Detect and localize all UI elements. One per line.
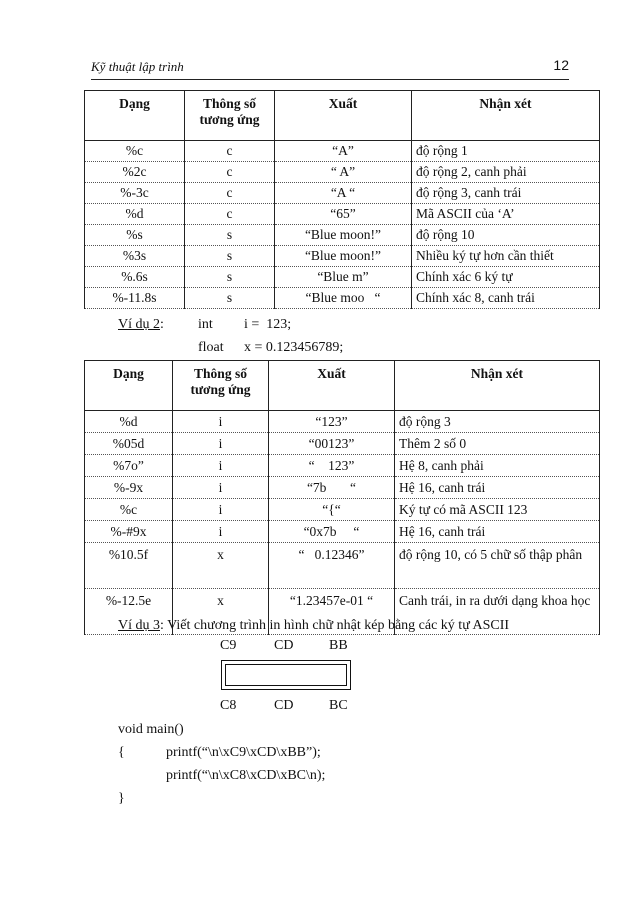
- table-row: [85, 267, 600, 288]
- format-cell: %d: [85, 204, 185, 225]
- note-cell: Ký tự có mã ASCII 123: [395, 499, 600, 521]
- format-cell: %-#9x: [85, 521, 173, 543]
- column-header: Thông số tương ứng: [185, 91, 275, 141]
- format-cell: %-12.5e: [85, 589, 173, 635]
- output-cell: “65”: [275, 204, 412, 225]
- argument-cell: i: [173, 455, 269, 477]
- note-cell: Nhiều ký tự hơn cần thiết: [412, 246, 600, 267]
- output-cell: “{“: [269, 499, 395, 521]
- note-cell: độ rộng 10, có 5 chữ số thập phân: [395, 543, 600, 589]
- table-row: [85, 455, 600, 477]
- format-cell: %10.5f: [85, 543, 173, 589]
- note-cell: Thêm 2 số 0: [395, 433, 600, 455]
- output-cell: “ 0.12346”: [269, 543, 395, 589]
- note-cell: độ rộng 3, canh trái: [412, 183, 600, 204]
- example-2-float-decl: x = 0.123456789;: [244, 340, 344, 355]
- ascii-code-top-left: C9: [220, 638, 237, 653]
- note-cell: độ rộng 2, canh phải: [412, 162, 600, 183]
- output-cell: “123”: [269, 411, 395, 433]
- argument-cell: c: [185, 204, 275, 225]
- argument-cell: x: [173, 543, 269, 589]
- ascii-code-bottom-middle: CD: [274, 698, 294, 713]
- example-2-float-keyword: float: [198, 340, 224, 355]
- column-header: Dạng: [85, 91, 185, 141]
- format-cell: %-9x: [85, 477, 173, 499]
- format-cell: %c: [85, 141, 185, 162]
- output-cell: “7b “: [269, 477, 395, 499]
- table-row: [85, 499, 600, 521]
- note-cell: Canh trái, in ra dưới dạng khoa học: [395, 589, 600, 635]
- format-cell: %-11.8s: [85, 288, 185, 309]
- column-header: Thông số tương ứng: [173, 361, 269, 411]
- output-cell: “1.23457e-01 “: [269, 589, 395, 635]
- ascii-code-bottom-right: BC: [329, 698, 348, 713]
- column-header: Nhận xét: [412, 91, 600, 141]
- table-row: [85, 141, 600, 162]
- note-cell: Hệ 16, canh trái: [395, 477, 600, 499]
- table-row: [85, 225, 600, 246]
- argument-cell: i: [173, 499, 269, 521]
- argument-cell: s: [185, 225, 275, 246]
- code-line-printf-2: printf(“\n\xC8\xCD\xBC\n);: [166, 768, 326, 783]
- table-row: [85, 162, 600, 183]
- output-cell: “ 123”: [269, 455, 395, 477]
- header-title: Kỹ thuật lập trình: [91, 59, 184, 74]
- format-cell: %2c: [85, 162, 185, 183]
- table-row: [85, 433, 600, 455]
- output-cell: “A”: [275, 141, 412, 162]
- format-cell: %05d: [85, 433, 173, 455]
- code-line-main: void main(): [118, 722, 184, 737]
- format-cell: %s: [85, 225, 185, 246]
- argument-cell: c: [185, 162, 275, 183]
- column-header: Dạng: [85, 361, 173, 411]
- note-cell: độ rộng 10: [412, 225, 600, 246]
- example-2-int-decl: i = 123;: [244, 317, 292, 332]
- ascii-code-bottom-left: C8: [220, 698, 237, 713]
- note-cell: Chính xác 8, canh trái: [412, 288, 600, 309]
- ascii-code-top-right: BB: [329, 638, 348, 653]
- table-row: [85, 204, 600, 225]
- note-cell: độ rộng 1: [412, 141, 600, 162]
- format-cell: %3s: [85, 246, 185, 267]
- example-3-line: Ví dụ 3: Viết chương trình in hình chữ nhật kép bằng các ký tự ASCII: [118, 618, 510, 633]
- example-2-label: Ví dụ 2:: [118, 317, 164, 332]
- ascii-code-top-middle: CD: [274, 638, 294, 653]
- argument-cell: i: [173, 477, 269, 499]
- code-line-printf-1: printf(“\n\xC9\xCD\xBB”);: [166, 745, 321, 760]
- example-2-int-keyword: int: [198, 317, 213, 332]
- output-cell: “0x7b “: [269, 521, 395, 543]
- table-row: [85, 183, 600, 204]
- argument-cell: s: [185, 246, 275, 267]
- format-cell: %.6s: [85, 267, 185, 288]
- format-cell: %-3c: [85, 183, 185, 204]
- table-row: [85, 477, 600, 499]
- argument-cell: i: [173, 521, 269, 543]
- output-cell: “Blue moo “: [275, 288, 412, 309]
- note-cell: Hệ 8, canh phải: [395, 455, 600, 477]
- argument-cell: s: [185, 267, 275, 288]
- note-cell: độ rộng 3: [395, 411, 600, 433]
- page-header: [91, 57, 569, 80]
- output-cell: “Blue m”: [275, 267, 412, 288]
- table-row: [85, 246, 600, 267]
- output-cell: “Blue moon!”: [275, 246, 412, 267]
- code-brace-close: }: [118, 791, 125, 806]
- output-cell: “Blue moon!”: [275, 225, 412, 246]
- table-row: [85, 288, 600, 309]
- argument-cell: c: [185, 141, 275, 162]
- output-cell: “00123”: [269, 433, 395, 455]
- format-cell: %c: [85, 499, 173, 521]
- format-table-int-float: [84, 360, 600, 635]
- note-cell: Mã ASCII của ‘A’: [412, 204, 600, 225]
- output-cell: “A “: [275, 183, 412, 204]
- format-cell: %d: [85, 411, 173, 433]
- double-line-rectangle: [221, 660, 351, 690]
- table-row: [85, 521, 600, 543]
- table-header-row: [85, 91, 600, 141]
- argument-cell: x: [173, 589, 269, 635]
- page-number: 12: [553, 57, 569, 73]
- argument-cell: i: [173, 411, 269, 433]
- output-cell: “ A”: [275, 162, 412, 183]
- format-cell: %7o”: [85, 455, 173, 477]
- column-header: Xuất: [269, 361, 395, 411]
- table-row: [85, 543, 600, 589]
- column-header: Nhận xét: [395, 361, 600, 411]
- note-cell: Chính xác 6 ký tự: [412, 267, 600, 288]
- code-brace-open: {: [118, 745, 125, 760]
- table-header-row: [85, 361, 600, 411]
- format-table-char-string: [84, 90, 600, 309]
- note-cell: Hệ 16, canh trái: [395, 521, 600, 543]
- column-header: Xuất: [275, 91, 412, 141]
- argument-cell: i: [173, 433, 269, 455]
- argument-cell: s: [185, 288, 275, 309]
- argument-cell: c: [185, 183, 275, 204]
- table-row: [85, 411, 600, 433]
